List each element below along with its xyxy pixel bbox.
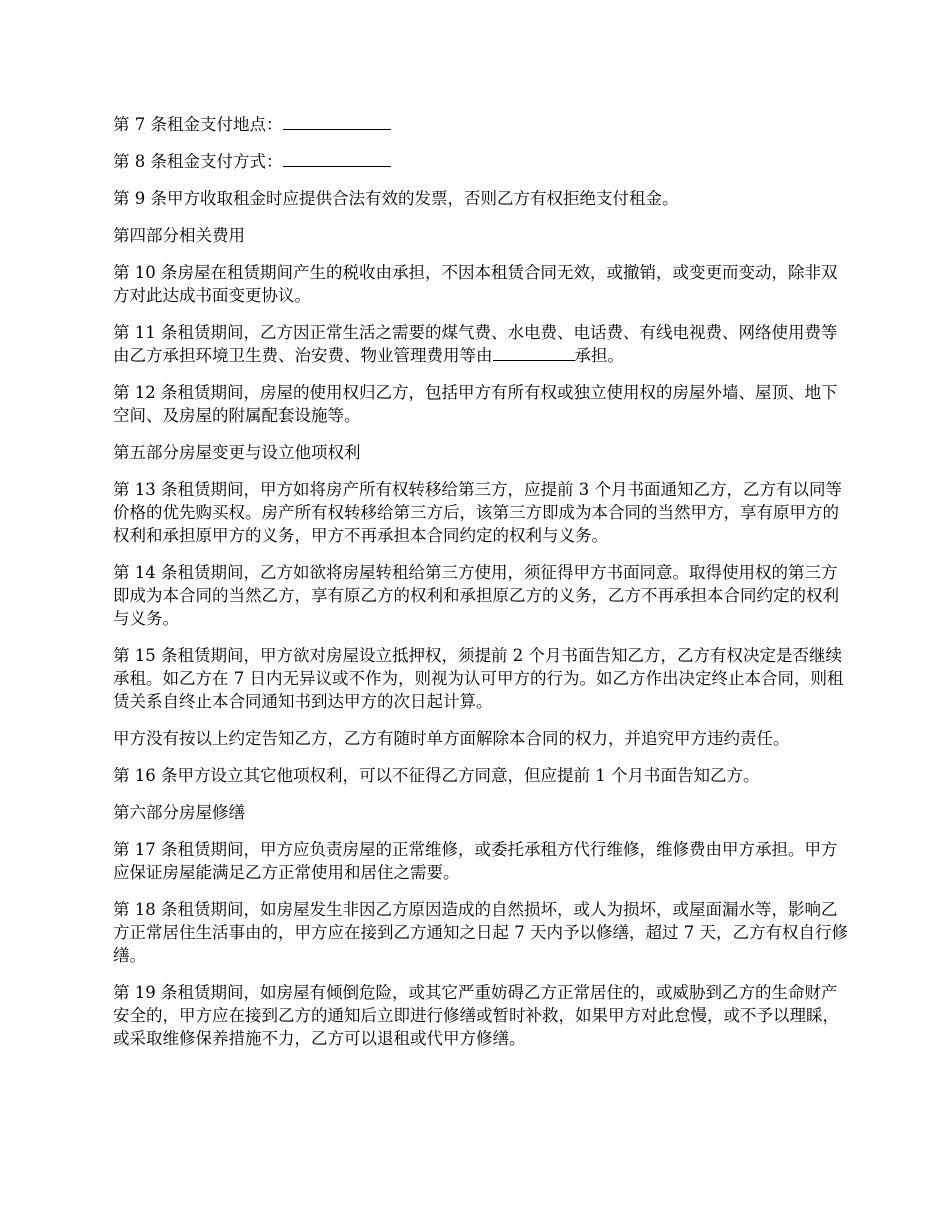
document-body: [113, 113, 853, 1064]
article-11-tail: 承担。: [574, 346, 624, 365]
article-7-text: 第 7 条租金支付地点：: [113, 115, 283, 134]
section-heading-4: 第四部分相关费用: [113, 226, 245, 245]
article-9: 第 9 条甲方收取租金时应提供合法有效的发票，否则乙方有权拒绝支付租金。: [113, 189, 679, 208]
fill-blank-line: [283, 165, 391, 167]
article-11: [113, 321, 853, 367]
article-12: 第 12 条租赁期间，房屋的使用权归乙方，包括甲方有所有权或独立使用权的房屋外墙、屋顶、地下空间、及房屋的附属配套设施等。: [113, 383, 838, 425]
article-16: 第 16 条甲方设立其它他项权利，可以不征得乙方同意，但应提前 1 个月书面告知乙方。: [113, 766, 760, 785]
section-heading-6: 第六部分房屋修缮: [113, 803, 245, 822]
article-13: 第 13 条租赁期间，甲方如将房产所有权转移给第三方，应提前 3 个月书面通知乙方，乙方有以同等价格的优先购买权。房产所有权转移给第三方后，该第三方即成为本合同的当然甲方，享有原甲方的权利和承担原甲方的义务，甲方不再承担本合同约定的权利与义务。: [113, 480, 842, 545]
article-10: 第 10 条房屋在租赁期间产生的税收由承担，不因本租赁合同无效，或撤销，或变更而变动，除非双方对此达成书面变更协议。: [113, 263, 838, 305]
article-7: [113, 113, 853, 136]
article-15: 第 15 条租赁期间，甲方欲对房屋设立抵押权，须提前 2 个月书面告知乙方，乙方有权决定是否继续承租。如乙方在 7 日内无异议或不作为，则视为认可甲方的行为。如乙方作出决定终止本合同，则租赁关系自终止本合同通知书到达甲方的次日起计算。: [113, 646, 844, 711]
article-14: 第 14 条租赁期间，乙方如欲将房屋转租给第三方使用，须征得甲方书面同意。取得使用权的第三方即成为本合同的当然乙方，享有原乙方的权利和承担原乙方的义务，乙方不再承担本合同约定的权利与义务。: [113, 563, 839, 628]
article-8: [113, 150, 853, 173]
article-11-text: 第 11 条租赁期间，乙方因正常生活之需要的煤气费、水电费、电话费、有线电视费、网络使用费等由乙方承担环境卫生费、治安费、物业管理费用等由: [113, 323, 838, 365]
article-17: 第 17 条租赁期间，甲方应负责房屋的正常维修，或委托承租方代行维修，维修费由甲方承担。甲方应保证房屋能满足乙方正常使用和居住之需要。: [113, 840, 838, 882]
article-15-supplement: 甲方没有按以上约定告知乙方，乙方有随时单方面解除本合同的权力，并追究甲方违约责任。: [113, 729, 790, 748]
fill-blank-line: [283, 128, 391, 130]
section-heading-5: 第五部分房屋变更与设立他项权利: [113, 443, 361, 462]
fill-blank-line: [493, 359, 575, 361]
article-18: 第 18 条租赁期间，如房屋发生非因乙方原因造成的自然损坏，或人为损坏，或屋面漏水等，影响乙方正常居住生活事由的，甲方应在接到乙方通知之日起 7 天内予以修缮，超过 7 天，乙方有权自行修缮。: [113, 900, 848, 965]
article-19: 第 19 条租赁期间，如房屋有倾倒危险，或其它严重妨碍乙方正常居住的，或威胁到乙方的生命财产安全的，甲方应在接到乙方的通知后立即进行修缮或暂时补救，如果甲方对此怠慢，或不予以理睬，或采取维修保养措施不力，乙方可以退租或代甲方修缮。: [113, 983, 839, 1048]
article-8-text: 第 8 条租金支付方式：: [113, 152, 283, 171]
